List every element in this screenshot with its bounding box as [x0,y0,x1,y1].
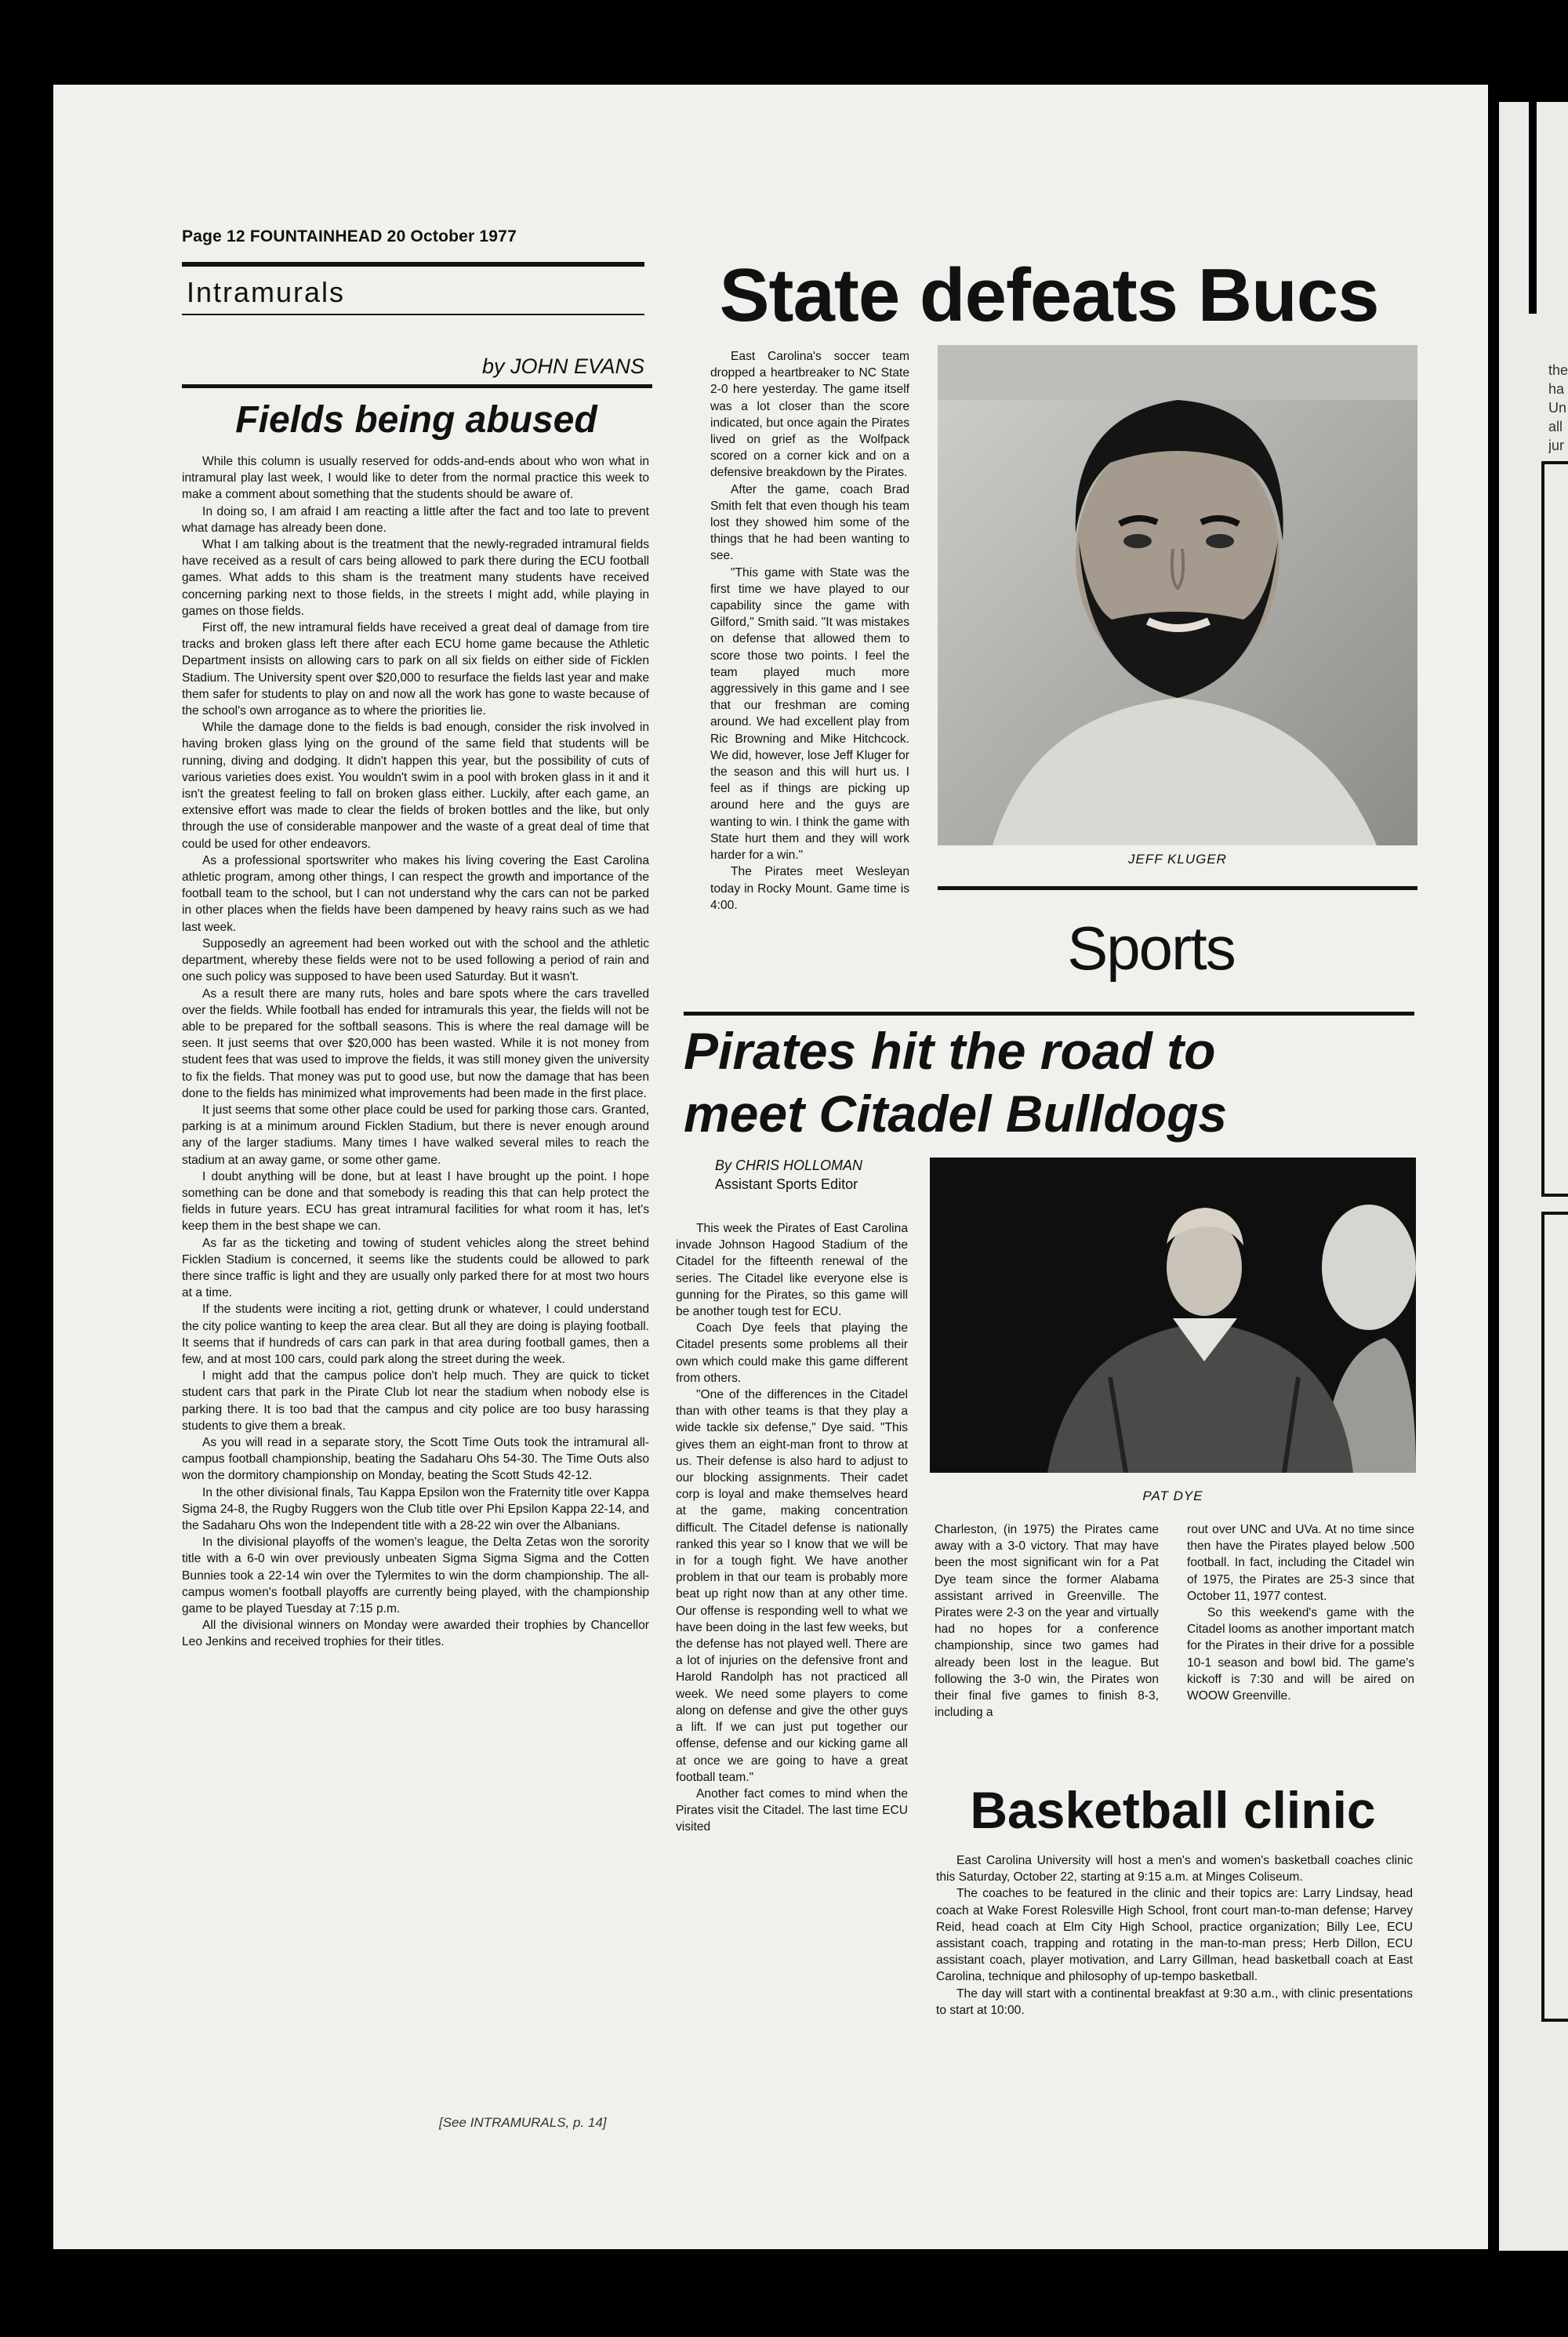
state-headline: State defeats Bucs [719,253,1379,337]
body-paragraph: I doubt anything will be done, but at least I have brought up the point. I hope something can be done and that somebody is reading this that can help protect the fields in future years. ECU has great intramural facilities for what room it has, let's keep them in the best shape we can. [182,1169,649,1234]
body-paragraph: All the divisional winners on Monday were awarded their trophies by Chancellor Leo Jenkins and received trophies for their titles. [182,1619,649,1649]
column-kicker: Intramurals [187,276,346,308]
coach-illustration [930,1158,1416,1473]
body-paragraph: What I am talking about is the treatment that the newly-regraded intramural fields have received as a result of cars being allowed to park there during the ECU football games. What adds to this sham is the treatment many students have received concerning parking next to those fields, in the streets I might add, while playing in games on those fields. [182,538,649,618]
pirates-byline-title: Assistant Sports Editor [715,1176,858,1192]
pirates-body-col1 [676,1220,908,2083]
body-paragraph: Charleston, (in 1975) the Pirates came away with a 3-0 victory. That may have been the most significant win for a Pat Dye team since the former Alabama assistant arrived in Greenville. The Pirates were 2-3 on the year and virtually had no hopes for a conference championship, since two games had already been lost in the league. But following the 3-0 win, the Pirates won their final five games to finish 8-3, including a [935,1523,1159,1720]
byline-rule [182,384,652,388]
column-byline: by JOHN EVANS [481,354,644,378]
adjacent-page-box [1541,1212,1568,2022]
pirates-headline-line1: Pirates hit the road to [684,1022,1216,1080]
body-paragraph: Another fact comes to mind when the Pirates visit the Citadel. The last time ECU visited [676,1786,908,1834]
section-label: Sports [1067,914,1235,983]
jeff-kluger-caption: JEFF KLUGER [1128,852,1227,867]
body-paragraph: The Pirates meet Wesleyan today in Rocky Mount. Game time is 4:00. [710,865,909,912]
body-paragraph: "One of the differences in the Citadel than with other teams is that they play a wide tackle six defense," Dye said. "This gives them an eight-man front to throw at us. Their defense is also hard to adjust to our blocking assignments. Their cadet corp is loyal and make themselves heard at the game, making concentration difficult. The Citadel defense is nationally ranked this year so I know that we will be in for a tough fight. We have another problem in that our team is probably more beat up right now than at any other time. Our offense is responding well to what we have been doing in the last few weeks, but the defense has not played well. There are a lot of injuries on the defensive front and Harold Randolph has not practiced all week. We need some players to come along on defense and give the other guys a lift. If we can just put together our offense, defense and our kicking game all at once we are going to have a great football team." [676,1388,908,1784]
intramurals-body [182,453,649,2108]
basketball-body [936,1852,1413,2088]
jeff-kluger-photo [938,345,1417,845]
pirates-body-col2 [935,1521,1159,1765]
body-paragraph: This week the Pirates of East Carolina invade Johnson Hagood Stadium of the Citadel for the fifteenth renewal of the series. The Citadel like everyone else is gunning for the Pirates, so this game will be another tough test for ECU. [676,1222,908,1319]
page-folio: Page 12 FOUNTAINHEAD 20 October 1977 [182,227,517,245]
body-paragraph: The coaches to be featured in the clinic and their topics are: Larry Lindsay, head coach at Wake Forest Rolesville High School, front court man-to-man defense; Harvey Reid, head coach at Elm City High School, practice organization; Billy Lee, ECU assistant coach, trapping and rotating in the man-to-man press; Herb Dillon, ECU assistant coach, player motivation, and Larry Gillman, head basketball coach at East Carolina, technique and philosophy of up-tempo basketball. [936,1887,1413,1984]
body-paragraph: If the students were inciting a riot, getting drunk or whatever, I could understand the city police wanting to keep the area clear. But all they are doing is playing football. It seems that if hundreds of cars can park in that area during football games, then a few, and at most 100 cars, could park along the street during the week. [182,1303,649,1366]
body-paragraph: As a professional sportswriter who makes his living covering the East Carolina athletic program, among other things, I can respect the growth and importance of the football team to the school, but I can not understand why the cars can not be parked in other places when the fields have been dampened by heavy rains such as we had last week. [182,853,649,934]
body-paragraph: rout over UNC and UVa. At no time since then have the Pirates played below .500 football. In fact, including the Citadel win of 1975, the Pirates are 25-3 since that October 11, 1977 contest. [1187,1523,1414,1603]
body-paragraph: I might add that the campus police don't help much. They are quick to ticket student cars that park in the Pirate Club lot near the stadium when nobody else is parking there. It is too bad that the campus and city police are too busy harassing students to give them a break. [182,1369,649,1433]
adjacent-page-text: ha [1548,381,1565,397]
body-paragraph: Coach Dye feels that playing the Citadel presents some problems all their own which could make this game different from others. [676,1321,908,1385]
fields-headline: Fields being abused [235,399,597,441]
state-body [710,348,909,1023]
pirates-byline: By CHRIS HOLLOMAN [715,1158,863,1173]
body-paragraph: In doing so, I am afraid I am reacting a little after the fact and too late to prevent what damage has already been done. [182,504,649,535]
kicker-rule [182,314,644,315]
portrait-illustration [938,345,1417,845]
sports-rule-bottom [684,1012,1414,1016]
adjacent-page-text: Un [1548,400,1567,416]
body-paragraph: In the divisional playoffs of the women's league, the Delta Zetas won the sorority title with a 6-0 win over previously unbeaten Sigma Sigma Sigma and the Cotten Bunnies took a 22-14 win over the Tylermites to win the dorm championship. The all-campus women's football playoffs are currently being played, with the championship game to be played Tuesday at 7:15 p.m. [182,1536,649,1616]
body-paragraph: "This game with State was the first time we have played to our capability since the game with Gilford," Smith said. "It was mistakes on defense that allowed them to score those two points. I feel the team played much more aggressively in this game and I see that our freshman are coming around. We had excellent play from Ric Browning and Mike Hitchcock. We did, however, lose Jeff Kluger for the season and this will hurt us. I feel as if things are picking up around here and the guys are wanting to win. I think the game with State hurt them and they will work harder for a win." [710,565,909,863]
adjacent-page-text: the [1548,362,1568,378]
body-paragraph: First off, the new intramural fields have received a great deal of damage from tire tracks and broken glass left there after each ECU home game because the Athletic Department insists on allowing cars to park on all six fields on either side of Ficklen Stadium. The University spent over $20,000 to resurface the fields last year and make them safer for students to play on and now all the work has gone to waste because of the school's own arrogance as to where the priorities lie. [182,621,649,718]
body-paragraph: While the damage done to the fields is bad enough, consider the risk involved in having broken glass lying on the ground of the same field that students will be running, diving and dodging. It didn't happen this year, but the possibility of cuts of various varieties does exist. You wouldn't swim in a pool with broken glass in it and it isn't the greatest feeling to fall on broken glass either. Luckily, after each game, an extensive effort was made to clear the fields of broken bottles and the like, but only through the use of considerable manpower and the waste of a great deal of time that could be used for other endeavors. [182,721,649,851]
body-paragraph: Supposedly an agreement had been worked out with the school and the athletic department, whereby these fields were not to be used following a period of rain and one such policy was supposed to have been used Saturday. But it wasn't. [182,936,649,984]
pat-dye-photo [930,1158,1416,1473]
top-rule [182,262,644,267]
pirates-headline [684,1019,1414,1145]
continued-reference: [See INTRAMURALS, p. 14] [439,2115,607,2130]
body-paragraph: As a result there are many ruts, holes and bare spots where the cars travelled over the fields. While football has ended for intramurals this year, the fields will not be able to be prepared for the softball seasons. This is where the real damage will be seen. It just seems that over $20,000 has been wasted. While it is not money from student fees that was used to improve the fields, it was still money given the university to fix the fields. That money was put to good use, but now the damage that has been done to the fields has minimized what improvements had been made in the first place. [182,987,649,1100]
body-paragraph: As you will read in a separate story, the Scott Time Outs took the intramural all-campus football championship, beating the Sadaharu Ohs 54-30. The Time Outs also won the dormitory championship on Monday, beating the Scott Studs 42-12. [182,1435,649,1483]
margin-shadow [1529,71,1537,314]
pirates-body-col3 [1187,1521,1414,1765]
adjacent-page-text: all [1548,419,1563,434]
body-paragraph: The day will start with a continental breakfast at 9:30 a.m., with clinic presentations to start at 10:00. [936,1986,1413,2017]
body-paragraph: While this column is usually reserved for odds-and-ends about who won what in intramural play last week, I would like to deter from the normal practice this week to make a comment about something that the students should be aware of. [182,455,649,502]
sports-rule-top [938,886,1417,890]
body-paragraph: As far as the ticketing and towing of student vehicles along the street behind Ficklen Stadium is concerned, it seems like the students could be allowed to park there since traffic is light and they are usually only parked there for at most two hours at a time. [182,1236,649,1300]
pat-dye-caption: PAT DYE [1142,1488,1203,1503]
pirates-headline-line2: meet Citadel Bulldogs [684,1085,1228,1143]
body-paragraph: After the game, coach Brad Smith felt that even though his team lost they showed him some of the things that he had been wanting to see. [710,482,909,563]
basketball-headline: Basketball clinic [970,1781,1376,1839]
body-paragraph: In the other divisional finals, Tau Kappa Epsilon won the Fraternity title over Kappa Sigma 24-8, the Rugby Ruggers won the Club title over Phi Epsilon Kappa 22-14, and the Sadaharu Ohs won the Independent title with a 28-22 win over the Albanians. [182,1485,649,1532]
body-paragraph: So this weekend's game with the Citadel looms as another important match for the Pirates in their drive for a possible 10-1 season and bowl bid. The game's kickoff is 7:30 and will be aired on WOOW Greenville. [1187,1606,1414,1703]
body-paragraph: East Carolina's soccer team dropped a heartbreaker to NC State 2-0 here yesterday. The game itself was a lot closer than the score indicated, but once again the Pirates lived on grief as the Wolfpack scored on a corner kick and on a defensive breakdown by the Pirates. [710,350,909,480]
adjacent-page-box [1541,461,1568,1197]
body-paragraph: East Carolina University will host a men's and women's basketball coaches clinic this Saturday, October 22, starting at 9:15 a.m. at Minges Coliseum. [936,1854,1413,1885]
body-paragraph: It just seems that some other place could be used for parking those cars. Granted, parking is at a minimum around Ficklen Stadium, but there is never enough around any of the larger stadiums. Many times I have walked several miles to reach the stadium at an away game, or some other game. [182,1103,649,1167]
adjacent-page-text: jur [1548,438,1565,453]
